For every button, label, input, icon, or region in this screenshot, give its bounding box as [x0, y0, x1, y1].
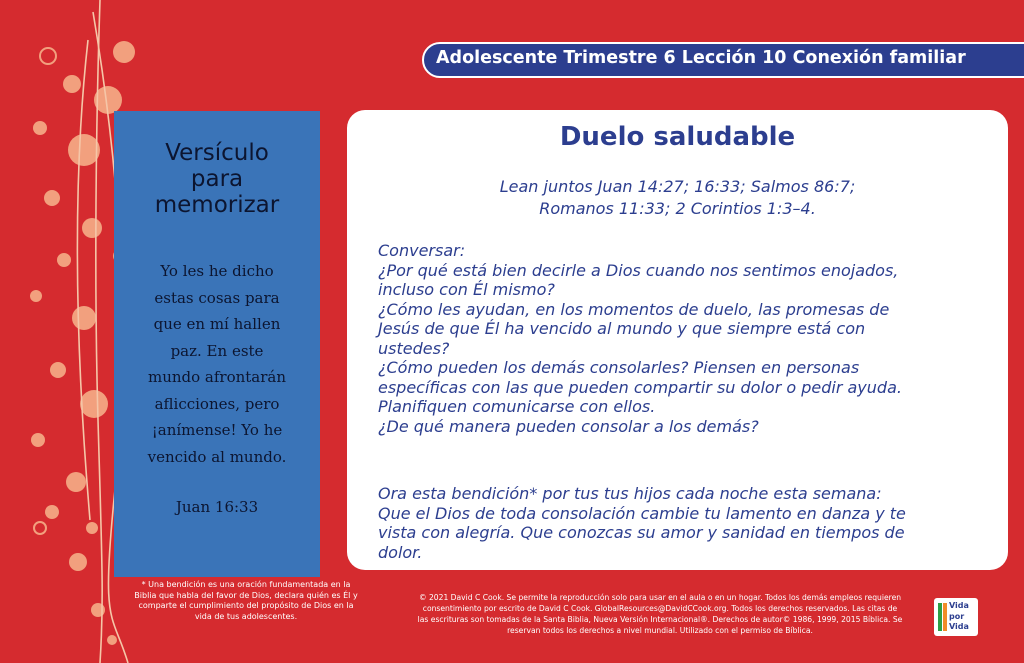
footnote-line: * Una bendición es una oración fundamentada en la — [141, 580, 351, 589]
memory-verse-title — [114, 140, 320, 218]
logo-text-line: Vida — [949, 622, 969, 631]
footnote-line: comparte el cumplimiento del propósito de Dios en la — [138, 601, 354, 610]
logo-text-line: Vida — [949, 601, 969, 610]
blessing-line: vista con alegría. Que conozcas su amor y sanidad en tiempos de — [378, 523, 905, 542]
conversation-line: incluso con Él mismo? — [378, 280, 555, 299]
copyright-line: © 2021 David C Cook. Se permite la reproducción solo para usar en el aula o en un hogar. Todos los demás empleos requieren — [418, 593, 902, 602]
vida-por-vida-logo — [934, 598, 978, 636]
copyright-line: consentimiento por escrito de David C Cook. GlobalResources@DavidCCook.org. Todos los derechos reservados. Las citas de — [422, 604, 898, 613]
reading-passage — [347, 176, 1008, 220]
conversation-line: ustedes? — [378, 338, 450, 358]
reading-line: Romanos 11:33; 2 Corintios 1:3–4. — [539, 199, 816, 218]
footnote-line: Biblia que habla del favor de Dios, declara quién es Él y — [134, 590, 358, 600]
logo-stripe-orange — [943, 603, 947, 631]
conversation-line: Planifiquen comunicarse con ellos. — [378, 397, 656, 416]
conversation-line: Conversar: — [378, 241, 466, 260]
conversation-section — [378, 241, 988, 436]
memory-verse-line: mundo afrontarán — [147, 368, 287, 386]
conversation-line: ¿Por qué está bien decirle a Dios cuando nos sentimos enojados, — [378, 260, 899, 280]
logo-text — [949, 601, 977, 633]
conversation-line: ¿Cómo les ayudan, en los momentos de duelo, las promesas de — [378, 299, 890, 319]
blessing-line: Que el Dios de toda consolación cambie tu lamento en danza y te — [378, 503, 906, 523]
blessing-line: dolor. — [378, 542, 423, 562]
memory-verse-line: paz. En este — [170, 341, 264, 360]
main-title: Duelo saludable — [559, 122, 796, 152]
copyright-notice — [380, 592, 940, 636]
blessing-line: Ora esta bendición* por tus tus hijos cada noche esta semana: — [378, 484, 882, 503]
copyright-line: reservan todos los derechos a nivel mundial. Utilizado con el permiso de Bíblica. — [507, 626, 813, 635]
reading-line: Lean juntos Juan 14:27; 16:33; Salmos 86:7; — [499, 177, 856, 196]
memory-verse-title-line: para — [190, 166, 244, 192]
logo-stripe-green — [938, 603, 942, 631]
memory-verse-line: estas cosas para — [154, 288, 280, 307]
copyright-line: las escrituras son tomadas de la Santa Biblia, Nueva Versión Internacional®. Derechos de autor© 1986, 1999, 2015 Bíblica. Se — [417, 615, 903, 624]
memory-verse-line: que en mí hallen — [153, 315, 281, 333]
memory-verse-line: aflicciones, pero — [154, 394, 280, 413]
conversation-line: Jesús de que Él ha vencido al mundo y que siempre está con — [378, 319, 866, 338]
memory-verse-title-line: Versículo — [165, 140, 269, 166]
logo-text-line: por — [949, 611, 965, 621]
memory-verse-line: Yo les he dicho — [160, 262, 274, 280]
blessing-footnote — [130, 580, 362, 622]
memory-verse-line: vencido al mundo. — [147, 447, 287, 466]
blessing-section — [378, 484, 988, 562]
memory-verse-title-line: memorizar — [154, 192, 280, 218]
memory-verse-reference: Juan 16:33 — [175, 498, 259, 516]
conversation-line: ¿Cómo pueden los demás consolarles? Piensen en personas — [378, 358, 860, 377]
footnote-line: vida de tus adolescentes. — [194, 611, 298, 621]
conversation-line: específicas con las que pueden compartir su dolor o pedir ayuda. — [378, 377, 902, 397]
memory-verse-line: ¡anímense! Yo he — [151, 421, 283, 439]
memory-verse-text — [122, 258, 312, 470]
lesson-header-title: Adolescente Trimestre 6 Lección 10 Conexión familiar — [436, 48, 966, 68]
conversation-line: ¿De qué manera pueden consolar a los demás? — [378, 416, 759, 436]
